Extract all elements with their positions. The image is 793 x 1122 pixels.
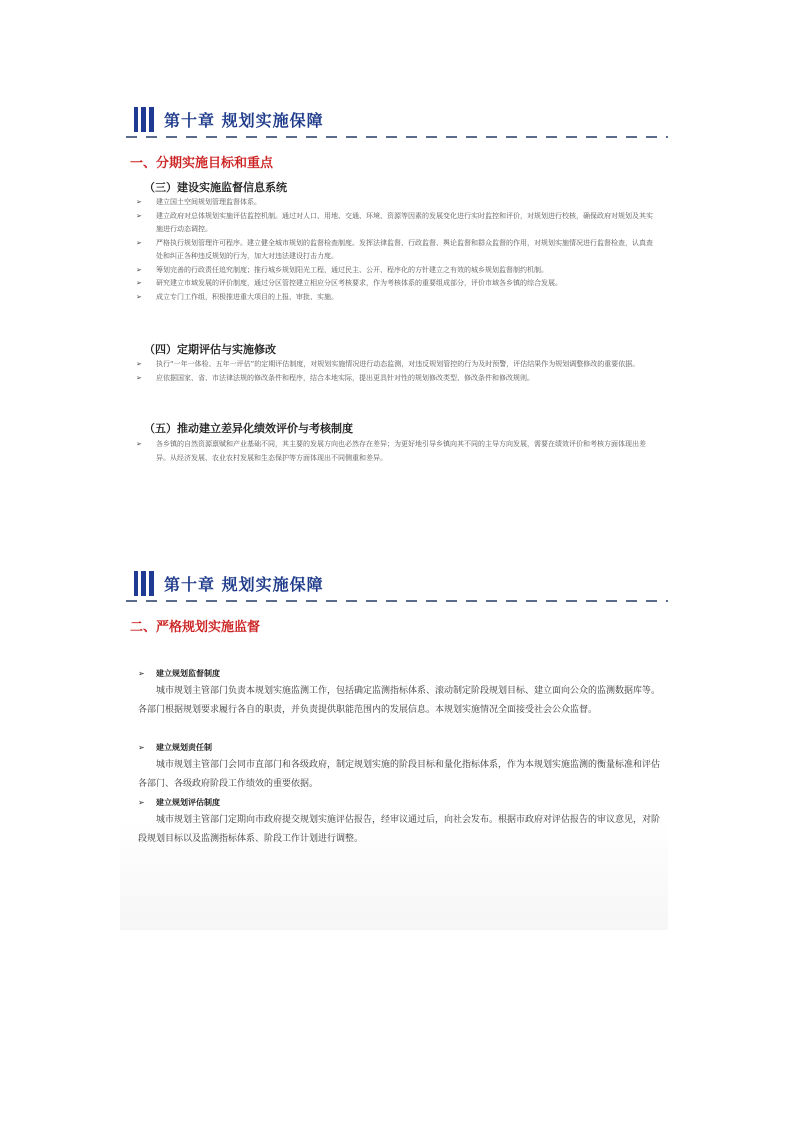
chevron-right-icon: ➢ [136, 238, 142, 247]
block-text: 城市规划主管部门定期向市政府提交规划实施评估报告，经审议通过后，向社会发布。根据市政府对评估报告的审议意见，对阶段规划目标以及监测指标体系、阶段工作计划进行调整。 [138, 815, 661, 844]
content-block [138, 795, 666, 849]
group-heading: （四）定期评估与实施修改 [144, 343, 276, 356]
list-item: ➢ 建立国土空间规划管理监督体系。 [134, 196, 654, 210]
chevron-right-icon: ➢ [136, 292, 142, 301]
content-block [138, 666, 666, 720]
chapter-title: 第十章 规划实施保障 [164, 574, 324, 594]
slide-1 [120, 96, 668, 484]
section-title: 二、严格规划实施监督 [130, 620, 261, 635]
block-heading: ➢ 建立规划责任制 [138, 740, 666, 756]
block-text: 城市规划主管部门会同市直部门和各级政府，制定规划实施的阶段目标和量化指标体系，作为本规划实施监测的衡量标准和评估各部门、各级政府阶段工作绩效的重要依据。 [138, 760, 661, 789]
chevron-right-icon: ➢ [138, 669, 145, 678]
chevron-right-icon: ➢ [136, 440, 142, 448]
block-text: 城市规划主管部门负责本规划实施监测工作，包括确定监测指标体系、滚动制定阶段规划目标、建立面向公众的监测数据库等。各部门根据规划要求履行各自的职责，并负责提供职能范围内的发展信息。本规划实施情况全面接受社会公众监督。 [138, 686, 661, 715]
block-heading: ➢ 建立规划评估制度 [138, 795, 666, 811]
chevron-right-icon: ➢ [136, 265, 142, 274]
chapter-header [134, 570, 324, 596]
list-item: ➢ 执行“一年一体检、五年一评估”的定期评估制度，对规划实施情况进行动态监测，对违反规划管控的行为及时预警，评估结果作为规划调整修改的重要依据。 [134, 358, 654, 372]
block-heading: ➢ 建立规划监督制度 [138, 666, 666, 682]
chevron-right-icon: ➢ [136, 198, 142, 206]
list-item: ➢ 建立政府对总体规划实施评估监控机制。通过对人口、用地、交通、环境、资源等因素的发展变化进行实时监控和评价，对规划进行校核，确保政府对规划及其实施进行动态调控。 [136, 211, 653, 233]
chapter-bars-icon [134, 571, 154, 596]
group-list [134, 358, 654, 385]
chevron-right-icon: ➢ [136, 211, 142, 220]
chevron-right-icon: ➢ [136, 373, 142, 382]
chapter-title: 第十章 规划实施保障 [164, 110, 324, 130]
group-heading: （三）建设实施监督信息系统 [144, 181, 287, 194]
chapter-header [134, 106, 324, 132]
content-block [138, 740, 666, 794]
list-item: ➢ 各乡镇的自然资源禀赋和产业基础不同，其主要的发展方向也必然存在差异；为更好地引导乡镇向其不同的主导方向发展，需要在绩效评价和考核方面体现出差异。从经济发展、农业农村发展和生态保护等方面体现出不同侧重和差异。 [136, 440, 646, 462]
list-item: ➢ 严格执行规划管理许可程序。建立健全城市规划的监督检查制度。发挥法律监督、行政监督、舆论监督和群众监督的作用，对规划实施情况进行监督检查，认真查处和纠正各种违反规划的行为，加大对违法建设打击力度。 [136, 238, 653, 260]
chevron-right-icon: ➢ [136, 360, 142, 368]
group-list [134, 196, 654, 304]
list-item: ➢ 成立专门工作组，积极推进重大项目的上报、审批、实施。 [134, 291, 654, 305]
chevron-right-icon: ➢ [136, 279, 142, 287]
chevron-right-icon: ➢ [138, 798, 145, 807]
group-list [134, 438, 654, 465]
list-item: ➢ 应依据国家、省、市法律法规的修改条件和程序，结合本地实际，提出更具针对性的规划修改类型、修改条件和修改规则。 [134, 372, 654, 386]
slide-2 [120, 560, 668, 930]
list-item: ➢ 研究建立市域发展的评价制度，通过分区管控建立相应分区考核要求，作为考核体系的重要组成部分，评价市域各乡镇的综合发展。 [134, 277, 654, 291]
section-title: 一、分期实施目标和重点 [130, 156, 274, 171]
dashed-divider [126, 600, 668, 602]
dashed-divider [126, 136, 668, 138]
group-heading: （五）推动建立差异化绩效评价与考核制度 [144, 422, 353, 435]
chapter-bars-icon [134, 107, 154, 132]
list-item: ➢ 筹划完善的行政责任追究制度；推行城乡规划阳光工程，通过民主、公开、程序化的方针建立之有效的城乡规划监督制约机制。 [134, 264, 654, 278]
chevron-right-icon: ➢ [138, 743, 145, 752]
